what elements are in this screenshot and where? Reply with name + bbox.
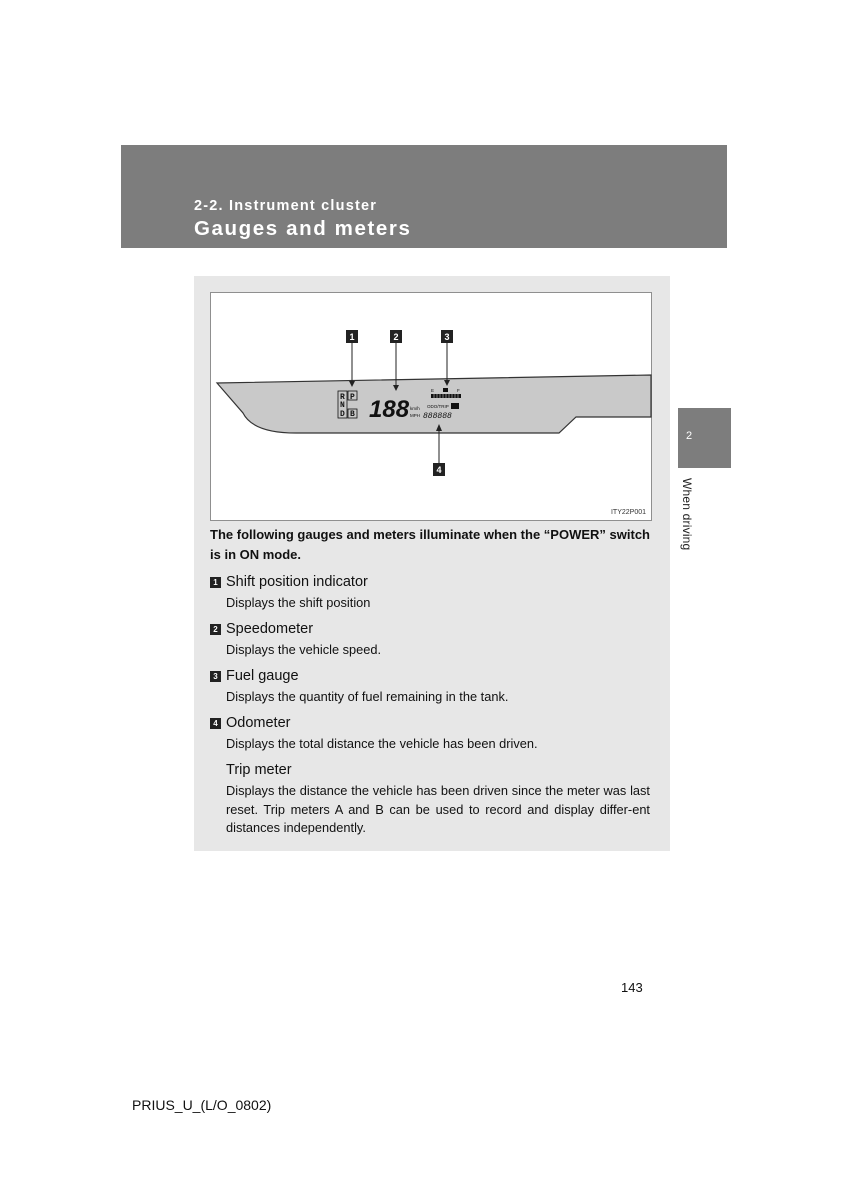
speed-unit-kmh: km/h (410, 406, 420, 411)
callout-label-2: 2 (393, 332, 399, 342)
shift-letter-n: N (340, 401, 345, 410)
item-description: Displays the shift position (226, 595, 371, 610)
item-title: Trip meter (226, 762, 292, 778)
shift-letter-r: R (340, 393, 345, 402)
figure-id: ITY22P001 (610, 509, 646, 516)
item-description: Displays the vehicle speed. (226, 642, 382, 657)
odometer-digits: 888888 (423, 412, 452, 421)
item-number-badge: 4 (210, 718, 221, 729)
item-description: Displays the quantity of fuel remaining in the tank. (226, 689, 509, 704)
chapter-tab-number: 2 (686, 430, 693, 442)
item-description: Displays the total distance the vehicle has been driven. (226, 736, 538, 751)
fuel-f-label: F (457, 388, 460, 393)
item-number-badge: 3 (210, 671, 221, 682)
content-panel (194, 276, 670, 851)
shift-letter-p: P (350, 393, 355, 402)
page-number: 143 (621, 980, 643, 995)
section-label: 2-2. Instrument cluster (194, 198, 378, 214)
fuel-e-label: E (431, 388, 435, 393)
item-title: Speedometer (226, 621, 314, 637)
shift-letter-b: B (350, 410, 355, 419)
instrument-cluster-illustration (211, 293, 653, 522)
odometer-label: ODO/TRIP (427, 404, 449, 409)
speed-digits: 188 (369, 396, 410, 423)
callout-label-3: 3 (444, 332, 450, 342)
callout-label-4: 4 (436, 465, 442, 475)
chapter-tab-label: When driving (680, 478, 694, 551)
shift-letter-d: D (340, 410, 345, 419)
chapter-header (121, 145, 727, 248)
page-title: Gauges and meters (194, 217, 412, 240)
item-number-badge: 2 (210, 624, 221, 635)
speed-unit-mph: MPH (410, 413, 420, 418)
item-description: Displays the distance the vehicle has been driven since the meter was last reset. Trip meters A and B can be used to record and display differ-ent distances independently. (226, 783, 650, 835)
document-code: PRIUS_U_(L/O_0802) (132, 1097, 272, 1113)
chapter-tab (678, 408, 731, 468)
item-title: Shift position indicator (226, 574, 368, 590)
instrument-cluster-figure (210, 292, 652, 521)
item-title: Fuel gauge (226, 668, 299, 684)
intro-text: The following gauges and meters illuminate when the “POWER” switch is in ON mode. (210, 527, 650, 562)
item-title: Odometer (226, 715, 291, 731)
callout-label-1: 1 (349, 332, 355, 342)
item-number-badge: 1 (210, 577, 221, 588)
